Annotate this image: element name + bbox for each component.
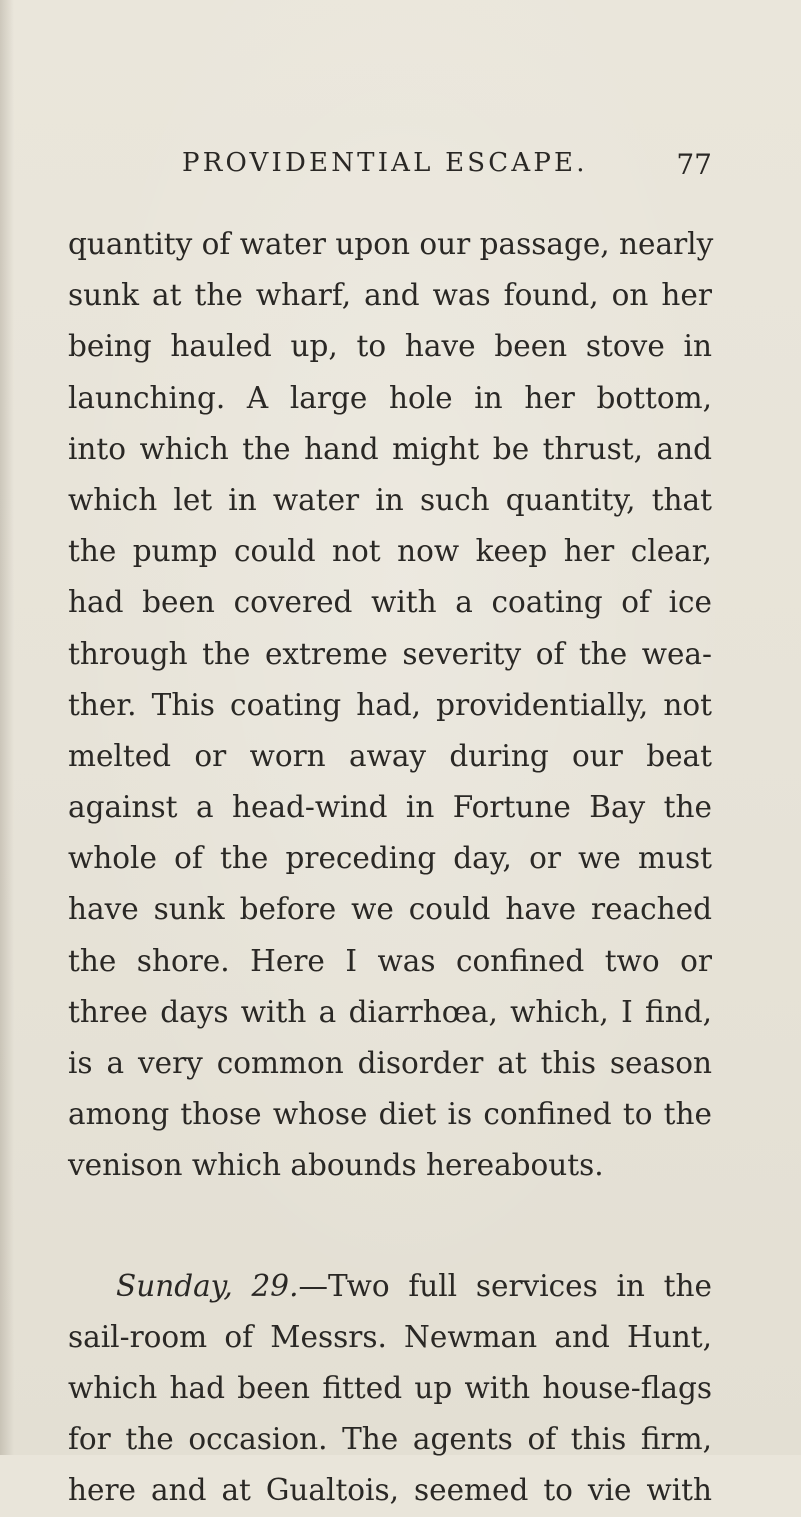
text-line: the pump could not now keep her clear, (68, 534, 712, 569)
text-line: venison which abounds hereabouts. (68, 1148, 604, 1183)
text-line: into which the hand might be thrust, and (68, 431, 712, 466)
text-line: quantity of water upon our passage, nearly (68, 227, 714, 261)
text-line: had been covered with a coating of ice (68, 585, 712, 620)
text-line: sail-room of Messrs. Newman and Hunt, (68, 1319, 712, 1354)
text-line: whole of the preceding day, or we must (68, 841, 712, 876)
text-line: launching. A large hole in her bottom, (68, 380, 712, 415)
text-line: which let in water in such quantity, that (68, 482, 712, 517)
page-number: 77 (676, 148, 712, 181)
text-line: through the extreme severity of the wea- (68, 636, 712, 671)
running-head (182, 148, 712, 188)
text-line: melted or worn away during our beat (68, 738, 712, 773)
text-line: is a very common disorder at this season (68, 1046, 712, 1080)
text-line: against a head-wind in Fortune Bay the (68, 790, 712, 825)
text-line: have sunk before we could have reached (68, 892, 712, 927)
text-line: here and at Gualtois, seemed to vie with (68, 1473, 712, 1508)
text-line: being hauled up, to have been stove in (68, 329, 712, 364)
dateline: Sunday, 29. (116, 1268, 299, 1303)
text-line: three days with a diarrhœa, which, I find, (68, 994, 712, 1029)
paragraph-1 (68, 219, 712, 1192)
text-line: ther. This coating had, providentially, not (68, 687, 712, 722)
dateline-line (68, 1261, 712, 1312)
body-text (68, 219, 712, 1517)
paragraph-gap (68, 1192, 712, 1261)
text-line: for the occasion. The agents of this firm, (68, 1422, 712, 1457)
page-gutter-shadow (0, 0, 14, 1455)
text-line: the shore. Here I was confined two or (68, 943, 712, 978)
paragraph-2 (68, 1261, 712, 1517)
dateline-continuation: —Two full services in the (298, 1268, 712, 1303)
text-line: sunk at the wharf, and was found, on her (68, 278, 712, 313)
text-line: which had been fitted up with house-flags (68, 1370, 712, 1405)
running-title: PROVIDENTIAL ESCAPE. (182, 148, 588, 178)
text-line: among those whose diet is confined to the (68, 1097, 712, 1132)
